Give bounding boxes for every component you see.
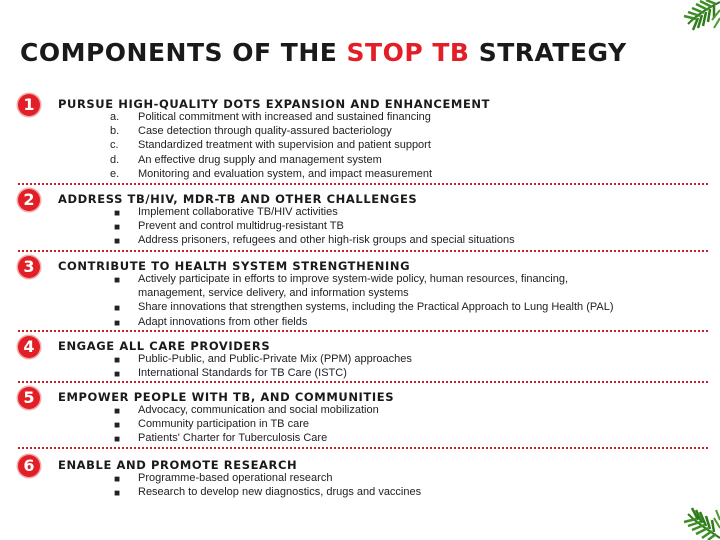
- list-marker: ■: [114, 208, 121, 219]
- section-3: [18, 256, 708, 330]
- list-item: [110, 138, 630, 152]
- section-number-badge: 3: [18, 256, 40, 278]
- list-item: [110, 315, 630, 329]
- list-marker: ■: [114, 303, 121, 315]
- section-1: [18, 94, 708, 180]
- list-item: [110, 403, 630, 417]
- section-items: [110, 403, 630, 446]
- list-item: [110, 471, 630, 485]
- list-item-text: Share innovations that strengthen systems, including the Practical Approach to Lung Health (PAL): [138, 301, 614, 314]
- section-items: [110, 352, 630, 380]
- list-item-text: Standardized treatment with supervision and patient support: [138, 139, 431, 152]
- section-5: [18, 387, 708, 445]
- list-marker: c.: [110, 139, 119, 152]
- list-marker: ■: [114, 434, 121, 446]
- list-item-text: Adapt innovations from other fields: [138, 315, 308, 328]
- list-item-text: Patients' Charter for Tuberculosis Care: [138, 432, 328, 445]
- section-items: [110, 471, 630, 499]
- list-item: [110, 366, 630, 380]
- list-item-text: An effective drug supply and management system: [138, 153, 382, 166]
- list-marker: a.: [110, 111, 120, 123]
- section-divider: [18, 381, 708, 383]
- list-item-text: Address prisoners, refugees and other high-risk groups and special situations: [138, 234, 515, 247]
- list-item-text: Community participation in TB care: [138, 418, 309, 431]
- list-item: [110, 153, 630, 167]
- section-number-badge: 4: [18, 336, 40, 358]
- palm-leaf-icon: [660, 500, 720, 540]
- section-divider: [18, 447, 708, 449]
- list-item: [110, 272, 630, 300]
- title-text-end: STRATEGY: [469, 38, 627, 67]
- list-item: [110, 352, 630, 366]
- list-item: [110, 167, 630, 181]
- section-6: [18, 455, 708, 501]
- list-marker: ■: [114, 406, 121, 417]
- list-item: [110, 300, 630, 314]
- section-heading: CONTRIBUTE TO HEALTH SYSTEM STRENGTHENING: [58, 259, 411, 273]
- section-number-badge: 2: [18, 189, 40, 211]
- list-item: [110, 124, 630, 138]
- list-item-text: Public-Public, and Public-Private Mix (PPM) approaches: [138, 353, 412, 365]
- list-item-text: Advocacy, communication and social mobilization: [138, 404, 379, 416]
- list-item-text: Programme-based operational research: [138, 472, 333, 484]
- page-title: [20, 38, 627, 67]
- list-marker: ■: [114, 236, 121, 248]
- list-item-text: Monitoring and evaluation system, and impact measurement: [138, 167, 433, 180]
- section-4: [18, 336, 708, 380]
- palm-leaf-icon: [658, 0, 720, 40]
- list-marker: ■: [114, 275, 121, 286]
- list-item: [110, 485, 630, 499]
- section-divider: [18, 183, 708, 185]
- title-text: COMPONENTS OF THE: [20, 38, 347, 67]
- section-number-badge: 6: [18, 455, 40, 477]
- list-marker: e.: [110, 167, 120, 180]
- section-heading: EMPOWER PEOPLE WITH TB, AND COMMUNITIES: [58, 390, 395, 404]
- section-divider: [18, 330, 708, 332]
- list-item-text: International Standards for TB Care (ISTC): [138, 367, 347, 380]
- list-marker: ■: [114, 317, 121, 329]
- section-items: [110, 272, 630, 329]
- list-item-text: Political commitment with increased and sustained financing: [138, 111, 431, 123]
- list-item-text: Implement collaborative TB/HIV activities: [138, 206, 338, 218]
- section-heading: ADDRESS TB/HIV, MDR-TB AND OTHER CHALLENGES: [58, 192, 418, 206]
- list-marker: d.: [110, 153, 120, 166]
- list-marker: ■: [114, 222, 121, 234]
- section-heading: PURSUE HIGH-QUALITY DOTS EXPANSION AND ENHANCEMENT: [58, 97, 491, 111]
- list-item: [110, 417, 630, 431]
- section-divider: [18, 250, 708, 252]
- list-item: [110, 219, 630, 233]
- list-item-text: Prevent and control multidrug-resistant TB: [138, 220, 344, 233]
- list-item: [110, 110, 630, 124]
- title-highlight: STOP TB: [346, 38, 470, 67]
- list-item-text: Actively participate in efforts to improve system-wide policy, human resources, financing, management, service delivery, and information systems: [138, 273, 568, 300]
- list-item-text: Case detection through quality-assured bacteriology: [138, 125, 392, 138]
- list-item-text: Research to develop new diagnostics, drugs and vaccines: [138, 486, 422, 499]
- section-heading: ENGAGE ALL CARE PROVIDERS: [58, 339, 271, 353]
- list-marker: ■: [114, 355, 121, 366]
- section-2: [18, 189, 708, 249]
- section-number-badge: 1: [18, 94, 40, 116]
- list-marker: ■: [114, 488, 121, 500]
- list-item: [110, 233, 630, 247]
- list-marker: ■: [114, 369, 121, 381]
- list-item: [110, 431, 630, 445]
- list-marker: ■: [114, 474, 121, 485]
- section-heading: ENABLE AND PROMOTE RESEARCH: [58, 458, 298, 472]
- section-items: [110, 205, 630, 248]
- section-items: [110, 110, 630, 181]
- list-marker: b.: [110, 125, 120, 138]
- list-item: [110, 205, 630, 219]
- section-number-badge: 5: [18, 387, 40, 409]
- list-marker: ■: [114, 420, 121, 432]
